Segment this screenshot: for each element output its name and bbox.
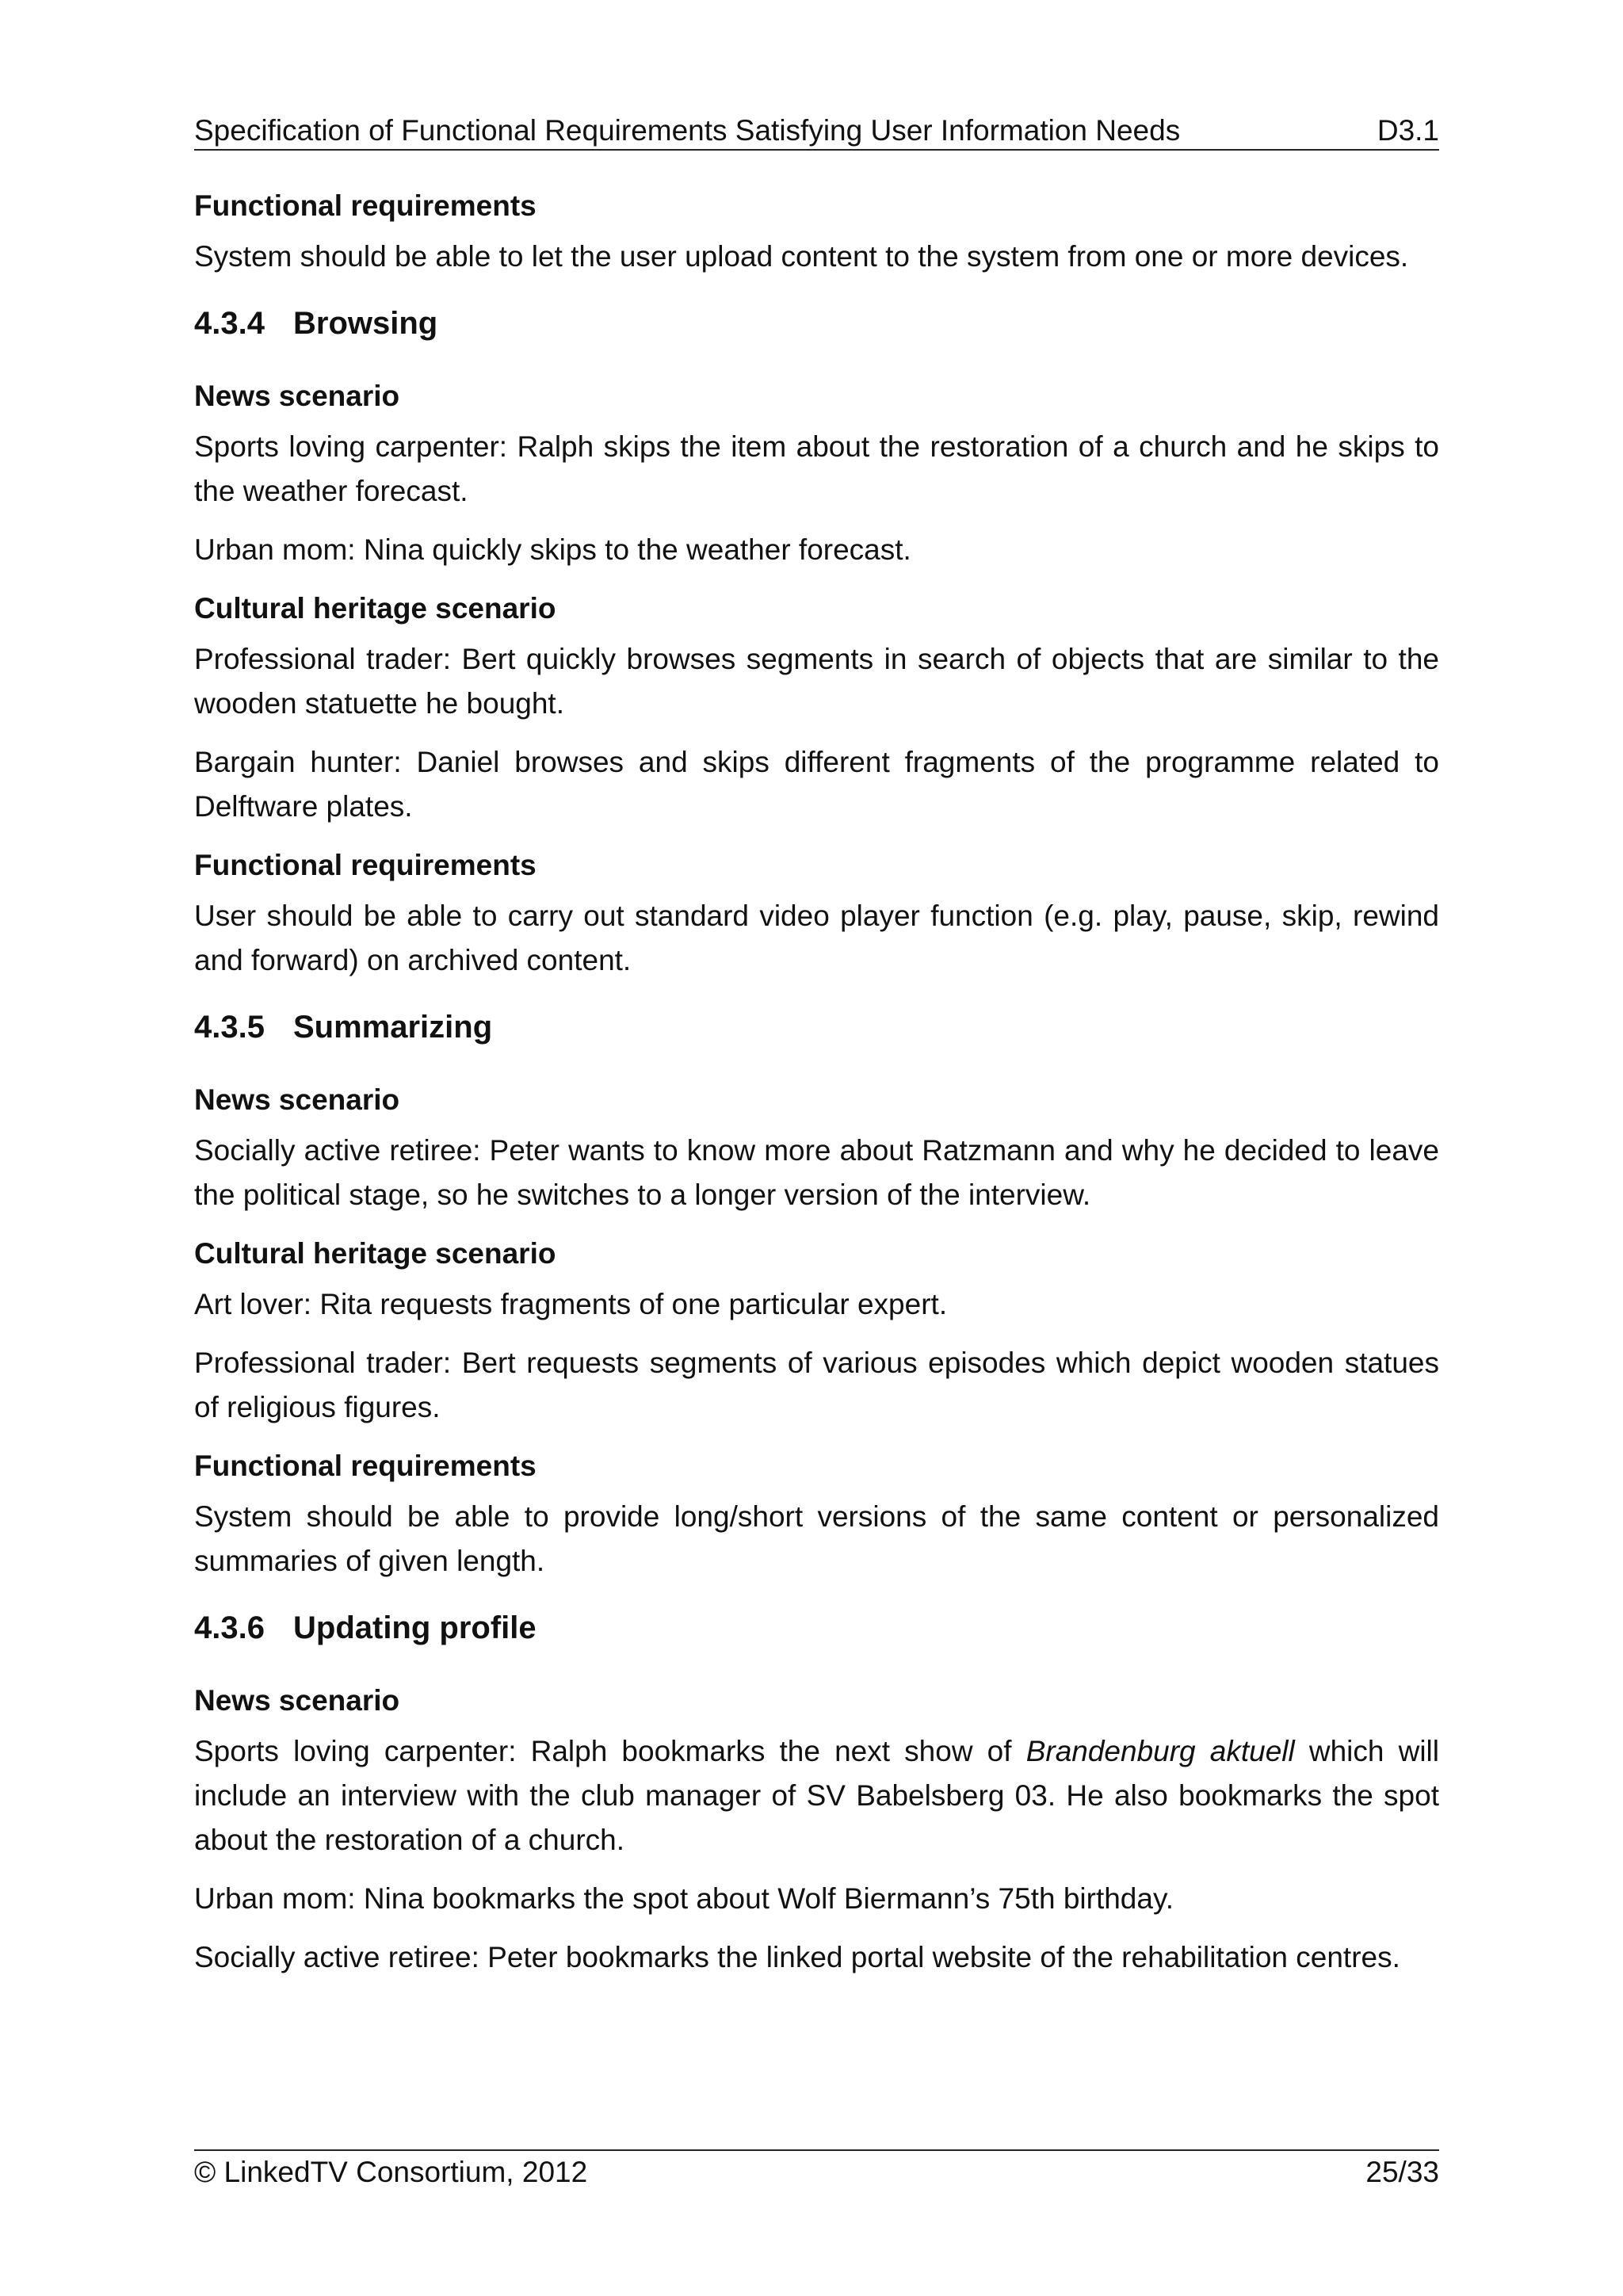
section-title: Browsing [293, 306, 438, 341]
paragraph: Bargain hunter: Daniel browses and skips different fragments of the programme related to Delftware plates. [194, 746, 1439, 823]
footer-copyright: © LinkedTV Consortium, 2012 [194, 2156, 588, 2188]
paragraph: Socially active retiree: Peter bookmarks the linked portal website of the rehabilitation centres. [194, 1941, 1400, 1973]
paragraph: Professional trader: Bert requests segments of various episodes which depict wooden statues of religious figures. [194, 1347, 1439, 1423]
paragraph: Art lover: Rita requests fragments of one particular expert. [194, 1288, 948, 1320]
section-heading-4-3-6 [194, 1606, 1439, 1650]
section-number: 4.3.6 [194, 1610, 265, 1645]
section-heading-4-3-4 [194, 301, 1439, 346]
subheading-news-scenario: News scenario [194, 1684, 400, 1717]
paragraph: Professional trader: Bert quickly browses segments in search of objects that are similar to the wooden statuette he bought. [194, 643, 1439, 720]
page-footer [194, 2149, 1439, 2189]
paragraph: Urban mom: Nina quickly skips to the weather forecast. [194, 533, 911, 566]
header-doc-id: D3.1 [1377, 114, 1439, 147]
paragraph [194, 1729, 1439, 1862]
paragraph: System should be able to let the user upload content to the system from one or more devices. [194, 240, 1409, 273]
section-title: Updating profile [293, 1610, 537, 1645]
paragraph: System should be able to provide long/short versions of the same content or personalized summaries of given length. [194, 1500, 1439, 1577]
section-number: 4.3.4 [194, 306, 265, 341]
paragraph: Urban mom: Nina bookmarks the spot about Wolf Biermann’s 75th birthday. [194, 1882, 1174, 1915]
section-number: 4.3.5 [194, 1010, 265, 1045]
subheading-news-scenario: News scenario [194, 380, 400, 412]
subheading-functional-requirements: Functional requirements [194, 849, 537, 881]
paragraph: Sports loving carpenter: Ralph skips the item about the restoration of a church and he skips to the weather forecast. [194, 430, 1439, 507]
paragraph: User should be able to carry out standard video player function (e.g. play, pause, skip, rewind and forward) on archived content. [194, 900, 1439, 976]
document-page [194, 0, 1439, 2296]
paragraph: Socially active retiree: Peter wants to know more about Ratzmann and why he decided to leave the political stage, so he switches to a longer version of the interview. [194, 1134, 1439, 1211]
page-content [194, 184, 1439, 1994]
section-heading-4-3-5 [194, 1005, 1439, 1049]
italic-title: Brandenburg aktuell [1025, 1735, 1295, 1767]
header-title: Specification of Functional Requirements Satisfying User Information Needs [194, 114, 1181, 147]
page-number: 25/33 [1365, 2156, 1439, 2188]
page-header [194, 111, 1439, 151]
subheading-cultural-heritage-scenario: Cultural heritage scenario [194, 1237, 556, 1270]
subheading-cultural-heritage-scenario: Cultural heritage scenario [194, 592, 556, 625]
text-run: Sports loving carpenter: Ralph bookmarks the next show of [194, 1735, 1026, 1767]
subheading-functional-requirements: Functional requirements [194, 1450, 537, 1482]
subheading-news-scenario: News scenario [194, 1083, 400, 1116]
section-title: Summarizing [293, 1010, 493, 1045]
text-run: which will include an interview with the club manager of SV Babelsberg 03. He also bookmarks the spot about the restoration of a church. [194, 1735, 1439, 1856]
subheading-functional-requirements: Functional requirements [194, 189, 537, 222]
